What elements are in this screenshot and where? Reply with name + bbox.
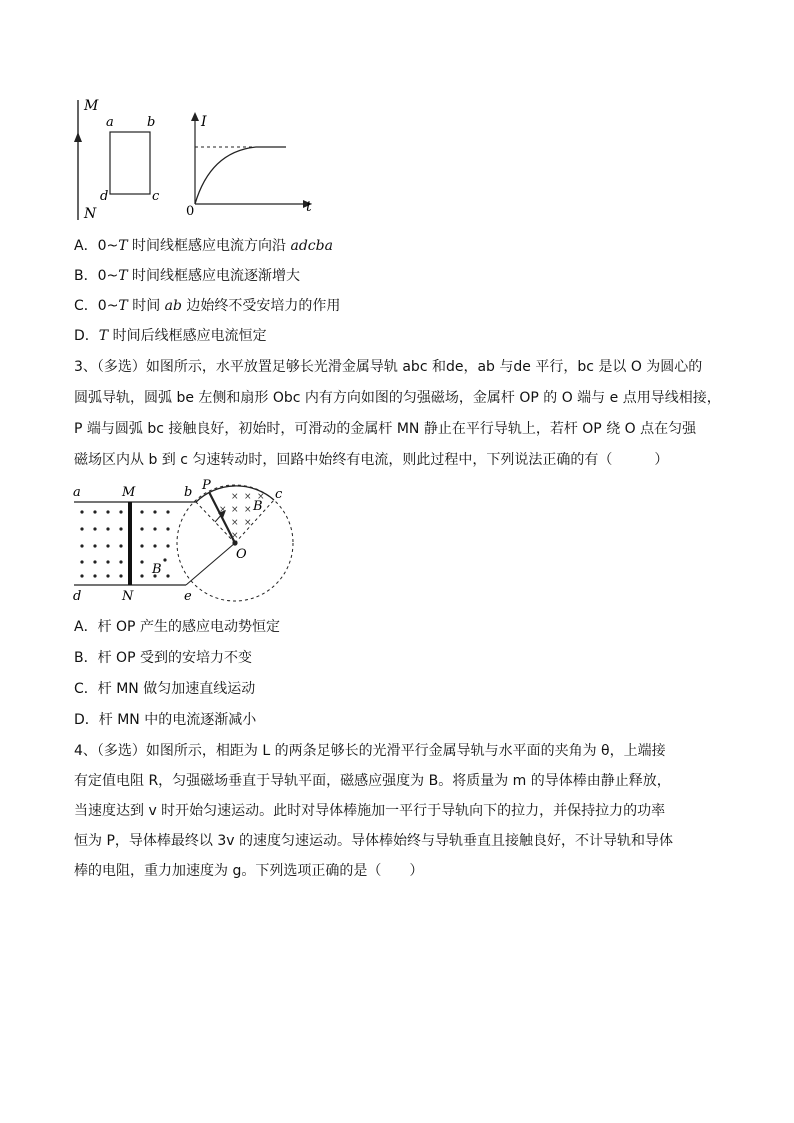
label-d: d <box>73 589 82 604</box>
label-a: a <box>73 485 81 500</box>
label-p: P <box>202 478 211 493</box>
svg-text:×: × <box>231 492 239 502</box>
label-e: e <box>184 589 192 604</box>
svg-text:×: × <box>257 492 265 502</box>
q4-text-line-2: 有定值电阻 R，匀强磁场垂直于导轨平面，磁感应强度为 B。将质量为 m 的导体棒由静止释放， <box>74 773 671 789</box>
label-c: c <box>275 487 283 502</box>
q3-text-line-3: P 端与圆弧 bc 接触良好，初始时，可滑动的金属杆 MN 静止在平行导轨上，若杆 OP 绕 O 点在匀强 <box>74 421 697 437</box>
q4-text-line-3: 当速度达到 v 时开始匀速运动。此时对导体棒施加一平行于导轨向下的拉力，并保持拉力的功率 <box>74 803 666 819</box>
current-arrow <box>74 132 82 142</box>
wire-loop <box>110 132 150 194</box>
point-o <box>232 540 237 545</box>
current-curve <box>195 147 286 204</box>
q3-text-line-4: 磁场区内从 b 到 c 匀速转动时，回路中始终有电流，则此过程中，下列说法正确的有（ ） <box>74 452 669 468</box>
svg-text:×: × <box>219 505 227 515</box>
q2-option-a: A．0~T 时间线框感应电流方向沿 adcba <box>74 238 333 254</box>
wire-label-m: M <box>84 98 99 114</box>
svg-text:×: × <box>231 531 239 541</box>
label-b-field-right: B <box>253 499 263 514</box>
q2-option-b: B．0~T 时间线框感应电流逐渐增大 <box>74 268 301 284</box>
q4-text-line-1: 4、（多选）如图所示，相距为 L 的两条足够长的光滑平行金属导轨与水平面的夹角为 θ，上端接 <box>74 743 666 759</box>
figure-rails-and-rotating-rod <box>68 478 300 608</box>
q3-option-a: A．杆 OP 产生的感应电动势恒定 <box>74 619 280 635</box>
q3-option-c: C．杆 MN 做匀加速直线运动 <box>74 681 256 697</box>
label-b-field-left: B <box>152 562 162 577</box>
figure-wire-loop-graph <box>60 92 330 227</box>
q3-option-d: D．杆 MN 中的电流逐渐减小 <box>74 712 257 728</box>
q2-option-d: D．T 时间后线框感应电流恒定 <box>74 328 267 344</box>
wire-oe <box>186 543 235 585</box>
rod-mn <box>128 502 132 585</box>
sector-edge-ob <box>196 502 235 543</box>
svg-text:×: × <box>244 518 252 528</box>
graph-label-origin: 0 <box>186 204 195 219</box>
label-n: N <box>122 589 134 604</box>
svg-text:×: × <box>231 505 239 515</box>
label-m: M <box>122 485 136 500</box>
loop-label-c: c <box>152 189 160 204</box>
loop-label-d: d <box>100 189 109 204</box>
svg-text:×: × <box>231 518 239 528</box>
graph-label-i: I <box>201 114 207 130</box>
svg-text:×: × <box>244 505 252 515</box>
loop-label-a: a <box>106 115 114 130</box>
q3-option-b: B．杆 OP 受到的安培力不变 <box>74 650 252 666</box>
graph-y-arrow <box>191 112 199 121</box>
label-o: O <box>236 547 247 562</box>
loop-label-b: b <box>147 115 156 130</box>
graph-label-t: t <box>306 199 312 215</box>
wire-label-n: N <box>84 206 97 222</box>
svg-text:×: × <box>244 492 252 502</box>
q3-text-line-1: 3、（多选）如图所示，水平放置足够长光滑金属导轨 abc 和de，ab 与de 平行，bc 是以 O 为圆心的 <box>74 359 703 375</box>
q4-text-line-4: 恒为 P，导体棒最终以 3v 的速度匀速运动。导体棒始终与导轨垂直且接触良好，不计导轨和导体 <box>74 833 673 849</box>
q3-text-line-2: 圆弧导轨，圆弧 be 左侧和扇形 Obc 内有方向如图的匀强磁场，金属杆 OP 的 O 端与 e 点用导线相接， <box>74 390 721 406</box>
label-b: b <box>184 485 193 500</box>
q2-option-c: C．0~T 时间 ab 边始终不受安培力的作用 <box>74 298 341 314</box>
q4-text-line-5: 棒的电阻，重力加速度为 g。下列选项正确的是（ ） <box>74 863 424 879</box>
